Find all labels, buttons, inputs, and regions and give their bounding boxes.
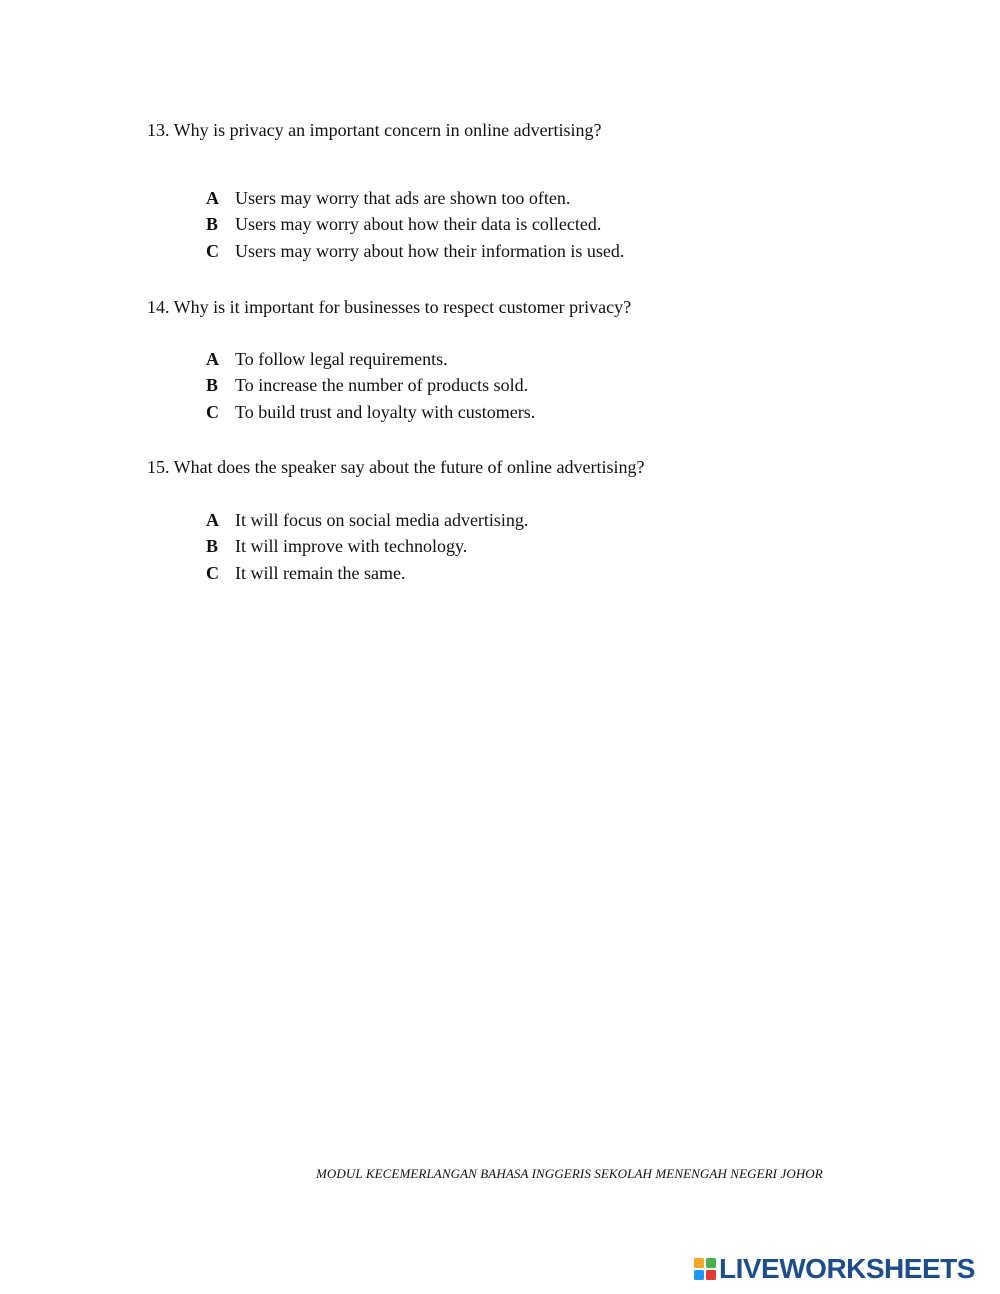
logo-text: LIVEWORKSHEETS [719,1253,975,1284]
liveworksheets-logo [693,1254,975,1284]
option-14-c [206,401,535,427]
option-letter: A [206,349,219,369]
option-text: It will focus on social media advertising. [235,510,529,530]
option-15-c [206,562,528,588]
option-13-c [206,240,624,266]
page-footer: MODUL KECEMERLANGAN BAHASA INGGERIS SEKOLAH MENENGAH NEGERI JOHOR [316,1166,823,1181]
option-letter: C [206,240,219,261]
option-text: To build trust and loyalty with customers. [235,401,536,422]
option-text: It will remain the same. [235,562,406,583]
option-text: Users may worry about how their information is used. [235,240,625,261]
option-letter: C [206,562,219,583]
option-13-a [206,187,624,213]
option-15-a [206,509,528,535]
question-15-text: 15. What does the speaker say about the future of online advertising? [147,457,645,477]
option-text: To follow legal requirements. [235,349,448,369]
question-14-options [206,348,535,427]
option-text: It will improve with technology. [235,536,468,557]
option-letter: B [206,214,219,235]
question-14-text: 14. Why is it important for businesses to respect customer privacy? [147,297,632,317]
option-13-b [206,213,624,239]
option-14-a [206,348,535,374]
liveworksheets-mark-icon [693,1257,717,1281]
option-letter: A [206,188,219,208]
question-13-text: 13. Why is privacy an important concern in online advertising? [147,120,602,140]
option-letter: B [206,375,219,396]
option-15-b [206,535,528,561]
option-letter: A [206,510,219,530]
option-text: Users may worry that ads are shown too often. [235,188,571,208]
option-text: To increase the number of products sold. [235,375,529,396]
option-letter: B [206,536,219,557]
option-text: Users may worry about how their data is collected. [235,214,602,235]
option-letter: C [206,401,219,422]
question-15-options [206,509,528,588]
option-14-b [206,374,535,400]
question-13-options [206,187,624,266]
